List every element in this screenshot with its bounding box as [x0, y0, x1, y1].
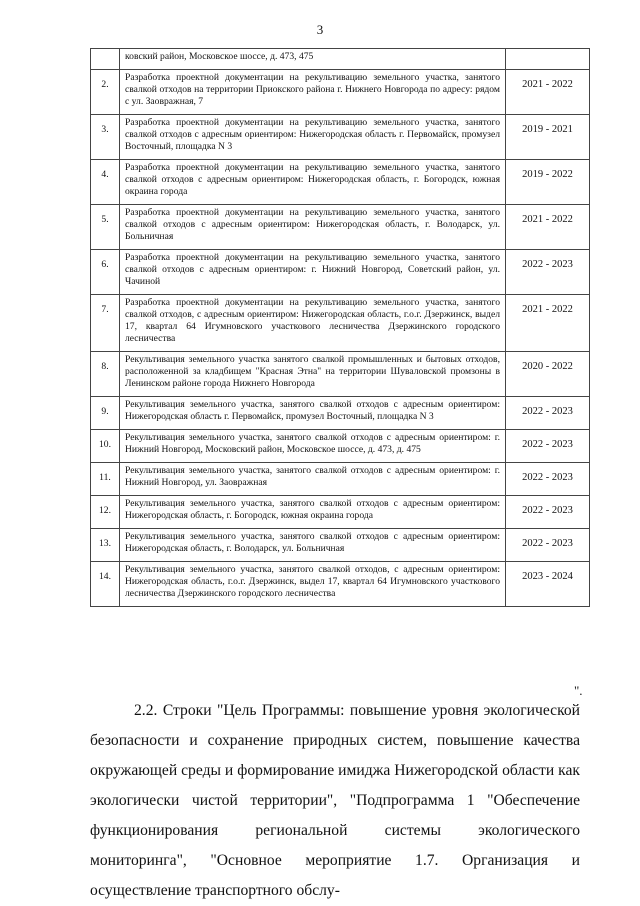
program-table-body	[91, 49, 590, 607]
row-period: 2021 - 2022	[506, 205, 590, 250]
row-period: 2019 - 2021	[506, 115, 590, 160]
table-row	[91, 115, 590, 160]
row-period: 2020 - 2022	[506, 352, 590, 397]
row-number: 9.	[91, 397, 120, 430]
row-description: Рекультивация земельного участка, занятого свалкой отходов с адресным ориентиром: Нижегородская область г. Первомайск, промузел Восточный, площадка N 3	[120, 397, 506, 430]
row-description: Рекультивация земельного участка занятого свалкой промышленных и бытовых отходов, расположенной за кладбищем "Красная Этна" на территории Шуваловской промзоны в Ленинском районе города Нижнего Новгорода	[120, 352, 506, 397]
row-description: Рекультивация земельного участка, занятого свалкой отходов с адресным ориентиром: г. Нижний Новгород, ул. Заовражная	[120, 463, 506, 496]
body-paragraph: 2.2. Строки "Цель Программы: повышение уровня экологической безопасности и сохранение природных систем, повышение качества окружающей среды и формирование имиджа Нижегородской области как экологически чистой территории", "Подпрограмма 1 "Обеспечение функционирования региональной системы экологического мониторинга", "Основное мероприятие 1.7. Организация и осуществление транспортного обслу-	[90, 702, 580, 899]
row-period: 2022 - 2023	[506, 397, 590, 430]
row-period: 2022 - 2023	[506, 430, 590, 463]
table-row	[91, 397, 590, 430]
table-row	[91, 295, 590, 352]
program-table	[90, 48, 590, 607]
page-number: 3	[316, 22, 324, 37]
row-period	[506, 49, 590, 70]
table-row	[91, 529, 590, 562]
row-period: 2019 - 2022	[506, 160, 590, 205]
row-description: ковский район, Московское шоссе, д. 473, 475	[120, 49, 506, 70]
row-number: 13.	[91, 529, 120, 562]
row-number: 7.	[91, 295, 120, 352]
row-period: 2022 - 2023	[506, 463, 590, 496]
row-period: 2022 - 2023	[506, 529, 590, 562]
table-row	[91, 496, 590, 529]
row-description: Разработка проектной документации на рекультивацию земельного участка, занятого свалкой отходов на территории Приокского района г. Нижнего Новгорода по адресу: рядом с ул. Заовражная, 7	[120, 70, 506, 115]
row-number: 5.	[91, 205, 120, 250]
row-number: 2.	[91, 70, 120, 115]
table-row	[91, 562, 590, 607]
table-row	[91, 160, 590, 205]
table-row	[91, 49, 590, 70]
row-description: Рекультивация земельного участка, занятого свалкой отходов с адресным ориентиром: Нижегородская область, г. Володарск, ул. Больничная	[120, 529, 506, 562]
body-text	[90, 696, 580, 906]
row-description: Разработка проектной документации на рекультивацию земельного участка, занятого свалкой отходов с адресным ориентиром: Нижегородская область, г. Володарск, ул. Больничная	[120, 205, 506, 250]
row-description: Разработка проектной документации на рекультивацию земельного участка, занятого свалкой отходов с адресным ориентиром: Нижегородская область г. Первомайск, промузел Восточный, площадка N 3	[120, 115, 506, 160]
row-period: 2022 - 2023	[506, 250, 590, 295]
table-row	[91, 205, 590, 250]
row-number: 6.	[91, 250, 120, 295]
row-number: 3.	[91, 115, 120, 160]
row-period: 2021 - 2022	[506, 295, 590, 352]
row-number	[91, 49, 120, 70]
table-row	[91, 430, 590, 463]
table-row	[91, 70, 590, 115]
row-description: Рекультивация земельного участка, занятого свалкой отходов, с адресным ориентиром: Нижегородская область, г.о.г. Дзержинск, выдел 17, квартал 64 Игумновского участкового лесничества Дзержинского городского лесничества	[120, 562, 506, 607]
row-description: Рекультивация земельного участка, занятого свалкой отходов с адресным ориентиром: Нижегородская область, г. Богородск, южная окраина города	[120, 496, 506, 529]
row-description: Разработка проектной документации на рекультивацию земельного участка, занятого свалкой отходов с адресным ориентиром: г. Нижний Новгород, Советский район, ул. Чачиной	[120, 250, 506, 295]
row-number: 4.	[91, 160, 120, 205]
row-description: Разработка проектной документации на рекультивацию земельного участка, занятого свалкой отходов с адресным ориентиром: Нижегородская область, г. Богородск, южная окраина города	[120, 160, 506, 205]
row-number: 8.	[91, 352, 120, 397]
row-number: 12.	[91, 496, 120, 529]
closing-quote: ".	[574, 683, 583, 698]
row-period: 2022 - 2023	[506, 496, 590, 529]
row-description: Разработка проектной документации на рекультивацию земельного участка, занятого свалкой отходов, с адресным ориентиром: Нижегородская область, г.о.г. Дзержинск, выдел 17, квартал 64 Игумновского участкового лесничества Дзержинского городского лесничества	[120, 295, 506, 352]
row-number: 14.	[91, 562, 120, 607]
row-number: 11.	[91, 463, 120, 496]
row-number: 10.	[91, 430, 120, 463]
row-period: 2023 - 2024	[506, 562, 590, 607]
row-description: Рекультивация земельного участка, занятого свалкой отходов с адресным ориентиром: г. Нижний Новгород, Московский район, Московское шоссе, д. 473, д. 475	[120, 430, 506, 463]
table-row	[91, 463, 590, 496]
table-row	[91, 250, 590, 295]
row-period: 2021 - 2022	[506, 70, 590, 115]
table-row	[91, 352, 590, 397]
